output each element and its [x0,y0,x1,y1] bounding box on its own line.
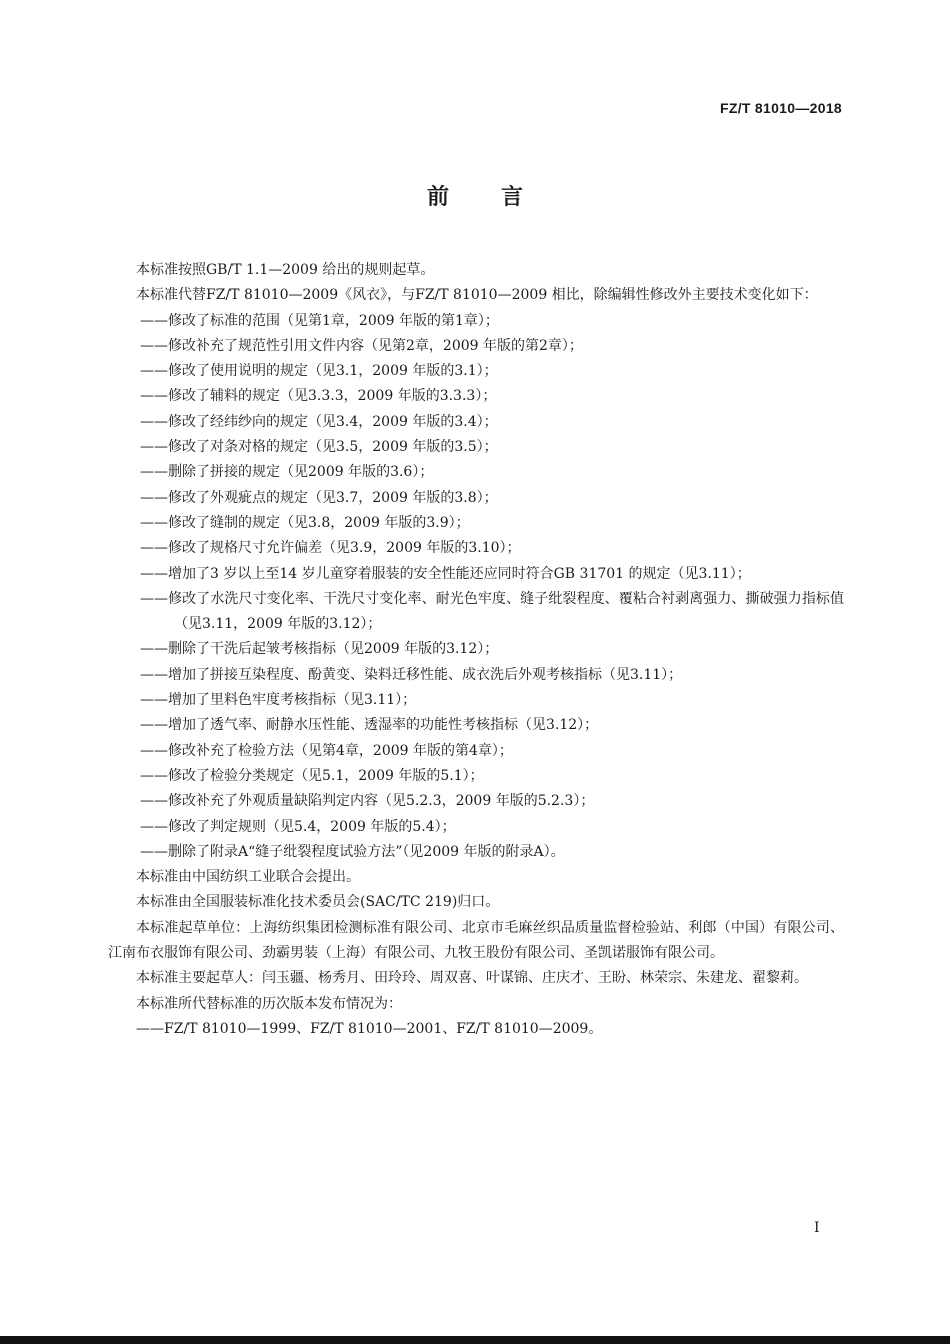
list-item: ——删除了附录A“缝子纰裂程度试验方法”（见2009 年版的附录A）。 [140,843,565,860]
list-item: ——修改了辅料的规定（见3.3.3，2009 年版的3.3.3）； [140,388,497,405]
list-item: ——增加了3 岁以上至14 岁儿童穿着服装的安全性能还应同时符合GB 31701 的规定（见3.11）； [140,565,751,582]
paragraph: 本标准代替FZ/T 81010—2009《风衣》，与FZ/T 81010—2009 相比，除编辑性修改外主要技术变化如下： [136,287,818,304]
paragraph: 本标准按照GB/T 1.1—2009 给出的规则起草。 [136,262,435,278]
page-number: I [814,1220,820,1236]
list-item: ——修改了标准的范围（见第1章，2009 年版的第1章）； [140,312,499,329]
page-bottom-edge [0,1336,950,1344]
paragraph: 本标准主要起草人：闫玉疆、杨秀月、田玲玲、周双喜、叶谋锦、庄庆才、王盼、林荣宗、朱建龙、翟黎莉。 [136,970,808,987]
list-item: ——修改补充了外观质量缺陷判定内容（见5.2.3，2009 年版的5.2.3）； [140,793,595,810]
paragraph: 本标准由中国纺织工业联合会提出。 [136,869,360,886]
list-item: ——修改了外观疵点的规定（见3.7，2009 年版的3.8）； [140,489,498,506]
list-item: ——删除了拼接的规定（见2009 年版的3.6）； [140,464,434,481]
list-item: ——增加了透气率、耐静水压性能、透湿率的功能性考核指标（见3.12）； [140,717,599,734]
list-item: ——修改了判定规则（见5.4，2009 年版的5.4）； [140,818,456,835]
list-item: ——修改补充了检验方法（见第4章，2009 年版的第4章）； [140,742,513,759]
list-item: ——修改了检验分类规定（见5.1，2009 年版的5.1）； [140,767,484,784]
list-item: ——修改了使用说明的规定（见3.1，2009 年版的3.1）； [140,363,498,380]
list-item: ——修改了对条对格的规定（见3.5，2009 年版的3.5）； [140,439,498,456]
history-line: ——FZ/T 81010—1999、FZ/T 81010—2001、FZ/T 81010—2009。 [136,1020,603,1037]
paragraph: 本标准起草单位：上海纺织集团检测标准有限公司、北京市毛麻丝织品质量监督检验站、利郎（中国）有限公司、江南布衣服饰有限公司、劲霸男装（上海）有限公司、九牧王股份有限公司、圣凯诺服饰有限公司。 [108,919,844,962]
paragraph: 本标准由全国服装标准化技术委员会(SAC/TC 219)归口。 [136,894,500,911]
list-item: ——修改了规格尺寸允许偏差（见3.9，2009 年版的3.10）； [140,540,521,557]
list-item: ——修改了水洗尺寸变化率、干洗尺寸变化率、耐光色牢度、缝子纰裂程度、覆粘合衬剥离强力、撕破强力指标值（见3.11，2009 年版的3.12）； [140,590,844,633]
standard-number: FZ/T 81010—2018 [719,100,842,116]
document-body [108,258,844,1042]
list-item: ——修改了经纬纱向的规定（见3.4，2009 年版的3.4）； [140,413,498,430]
list-item: ——增加了拼接互染程度、酚黄变、染料迁移性能、成衣洗后外观考核指标（见3.11）； [140,666,683,683]
list-item: ——修改补充了规范性引用文件内容（见第2章，2009 年版的第2章）； [140,337,583,354]
list-item: ——修改了缝制的规定（见3.8，2009 年版的3.9）； [140,514,470,531]
page-title: 前言 [426,185,575,210]
paragraph: 本标准所代替标准的历次版本发布情况为： [136,995,402,1012]
list-item: ——删除了干洗后起皱考核指标（见2009 年版的3.12）； [140,641,499,658]
list-item: ——增加了里料色牢度考核指标（见3.11）； [140,692,417,709]
